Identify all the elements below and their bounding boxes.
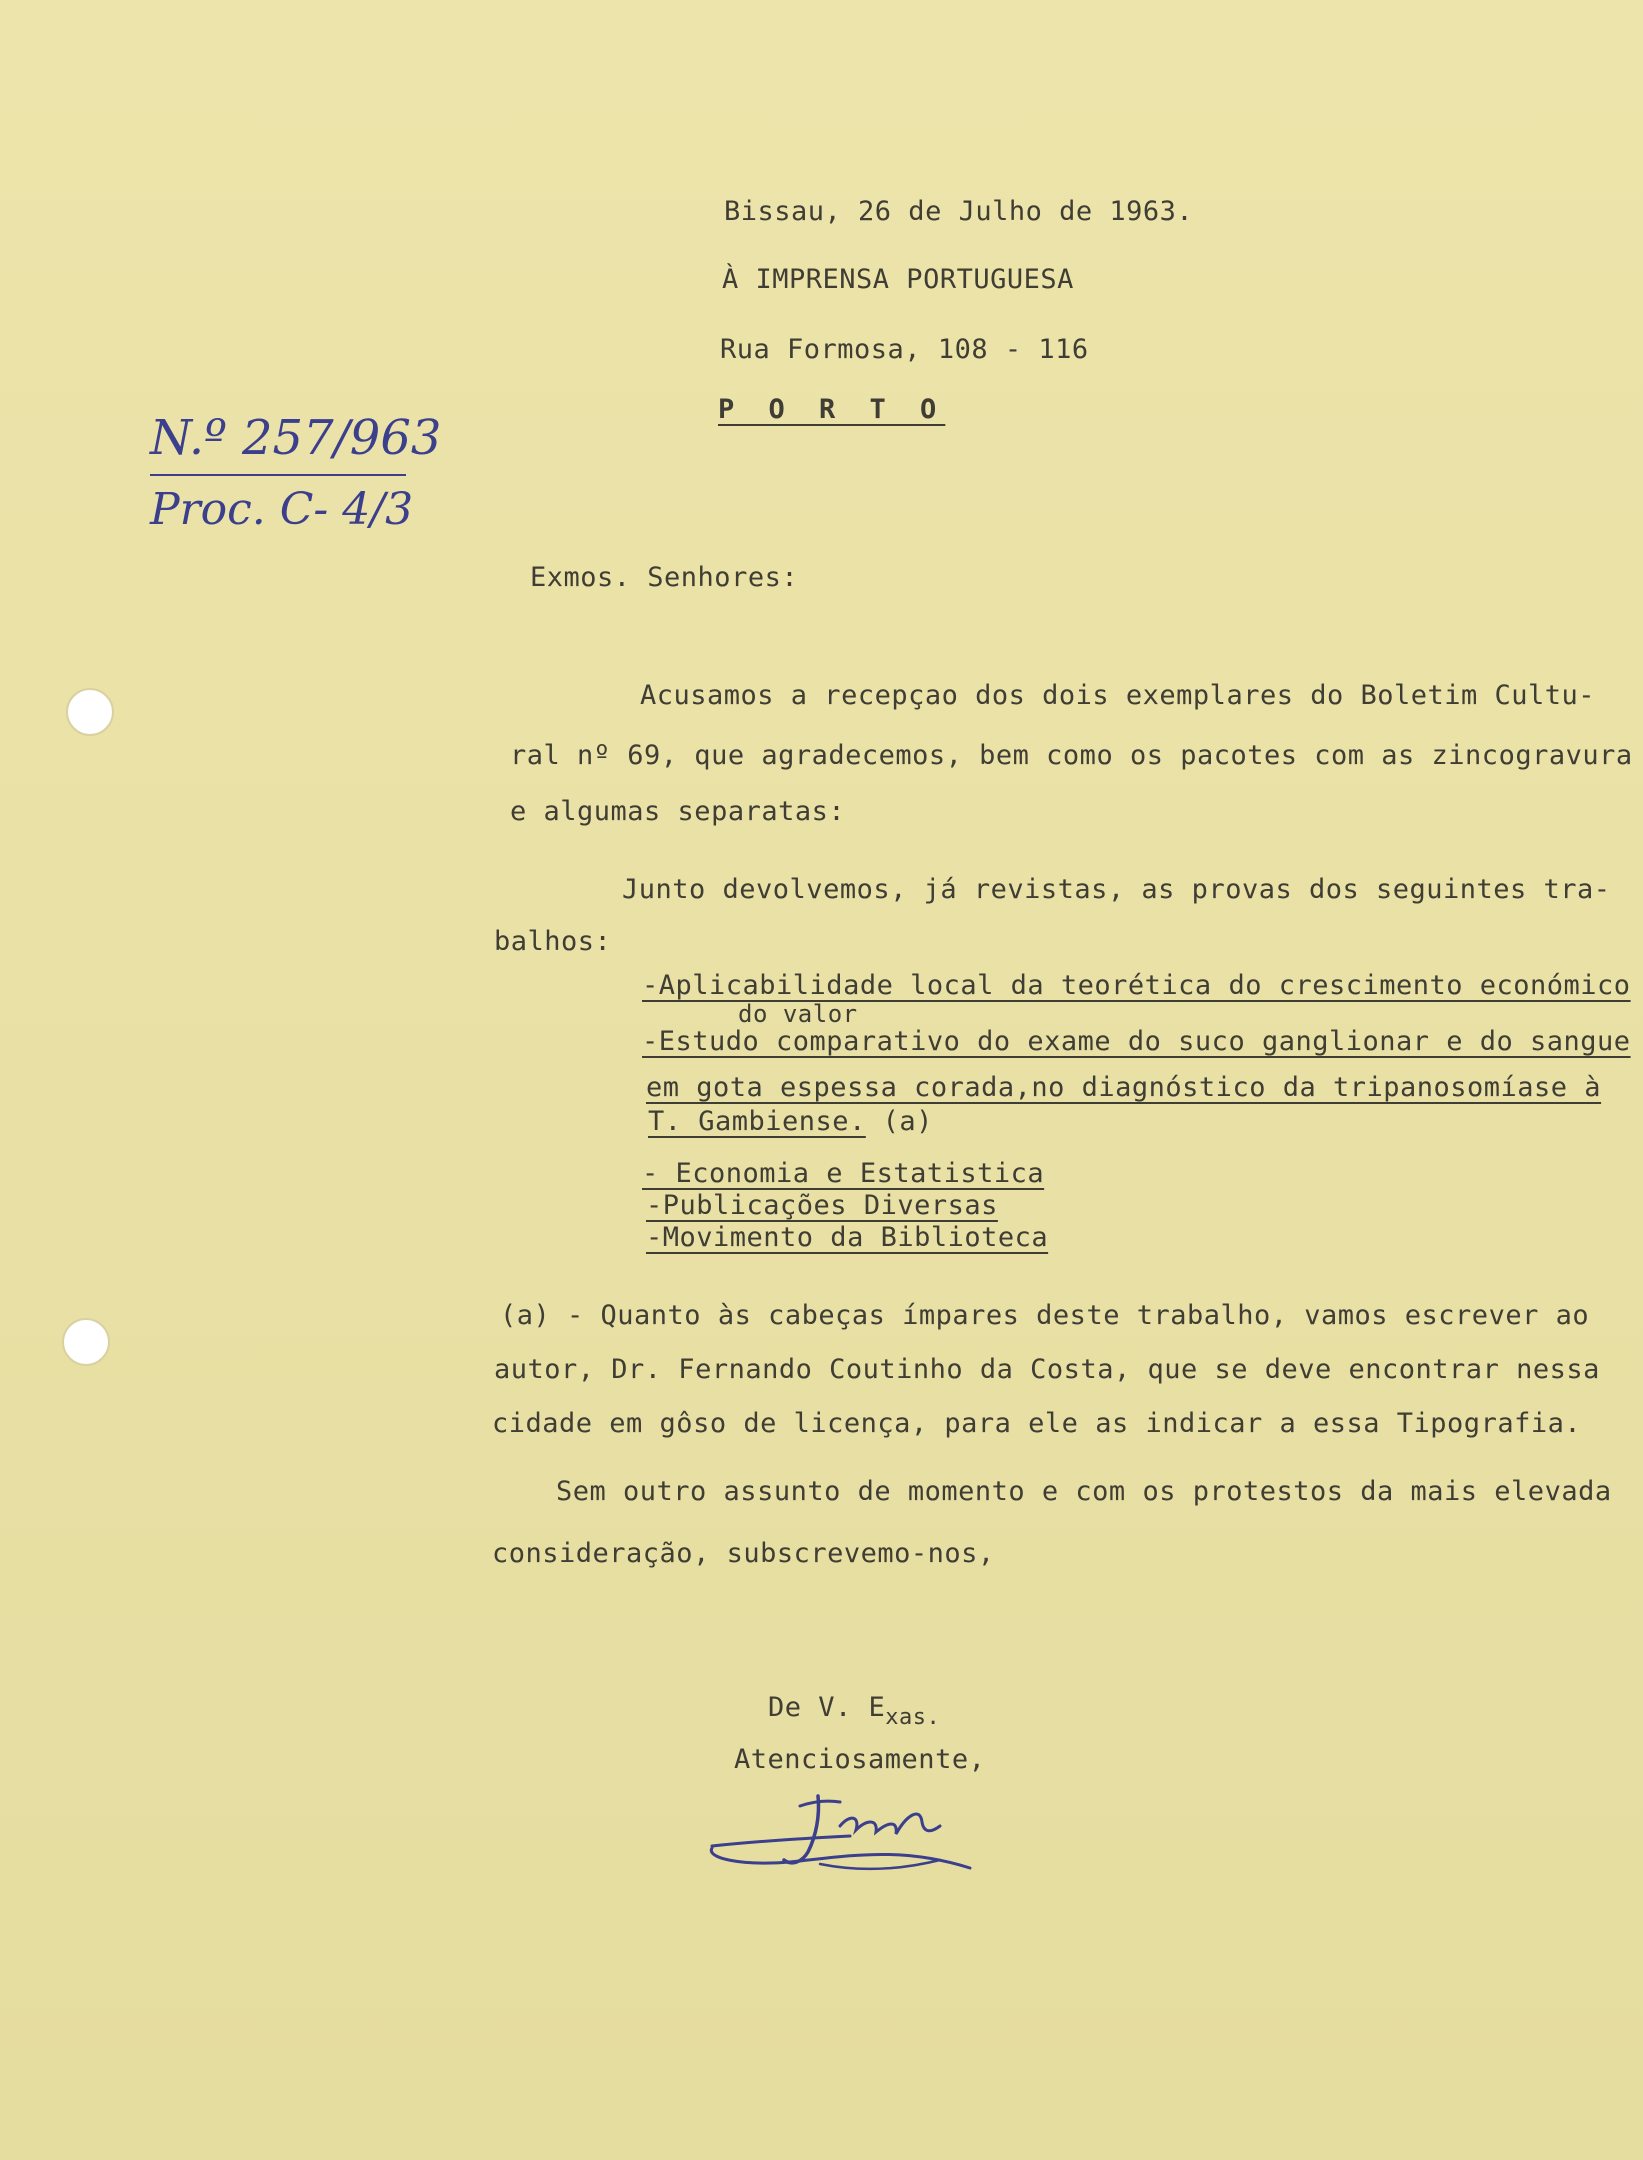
work-item-1: -Aplicabilidade local da teorética do crescimento económico — [642, 970, 1631, 1001]
footnote-line-3: cidade em gôso de licença, para ele as indicar a essa Tipografia. — [492, 1408, 1582, 1439]
paragraph-1-line-2: ral nº 69, que agradecemos, bem como os pacotes com as zincogravura — [510, 740, 1633, 771]
work-item-2-line-1: -Estudo comparativo do exame do suco ganglionar e do sangue — [642, 1026, 1631, 1057]
closing-line-1: Sem outro assunto de momento e com os protestos da mais elevada — [556, 1476, 1612, 1507]
recipient-city: P O R T O — [718, 394, 946, 425]
paragraph-1-line-1: Acusamos a recepçao dos dois exemplares do Boletim Cultu- — [640, 680, 1596, 711]
paragraph-1-line-3: e algumas separatas: — [510, 796, 846, 827]
footnote-line-2: autor, Dr. Fernando Coutinho da Costa, que se deve encontrar nessa — [494, 1354, 1600, 1385]
date-line: Bissau, 26 de Julho de 1963. — [724, 196, 1194, 227]
handwritten-process-number: Proc. C- 4/3 — [150, 484, 414, 535]
signoff-line-2: Atenciosamente, — [734, 1744, 986, 1775]
work-item-5: -Movimento da Biblioteca — [646, 1222, 1049, 1253]
paragraph-2-line-1: Junto devolvemos, já revistas, as provas dos seguintes tra- — [622, 874, 1611, 905]
work-item-2-line-2: em gota espessa corada,no diagnóstico da tripanosomíase à — [646, 1072, 1602, 1103]
handwritten-reference-rule — [150, 474, 406, 476]
recipient-address: Rua Formosa, 108 - 116 — [720, 334, 1089, 365]
work-item-3: - Economia e Estatistica — [642, 1158, 1045, 1189]
punch-hole-bottom — [62, 1318, 110, 1366]
salutation: Exmos. Senhores: — [530, 562, 799, 593]
work-item-2-title-end: T. Gambiense. — [648, 1106, 866, 1137]
paragraph-2-line-2: balhos: — [494, 926, 612, 957]
footnote-line-1: (a) - Quanto às cabeças ímpares deste trabalho, vamos escrever ao — [500, 1300, 1590, 1331]
signoff-line-1 — [768, 1692, 941, 1730]
handwritten-reference-number: N.º 257/963 — [150, 410, 442, 466]
punch-hole-top — [66, 688, 114, 736]
work-item-2-note-marker: (a) — [865, 1106, 933, 1137]
signoff-subscript: xas. — [885, 1705, 941, 1730]
signature-mark — [700, 1786, 1000, 1896]
recipient-name: À IMPRENSA PORTUGUESA — [722, 264, 1074, 295]
work-item-1-insert: do valor — [738, 1000, 858, 1028]
signoff-prefix: De V. E — [768, 1692, 886, 1723]
work-item-2-line-3 — [648, 1106, 933, 1137]
work-item-4: -Publicações Diversas — [646, 1190, 998, 1221]
closing-line-2: consideração, subscrevemo-nos, — [492, 1538, 995, 1569]
